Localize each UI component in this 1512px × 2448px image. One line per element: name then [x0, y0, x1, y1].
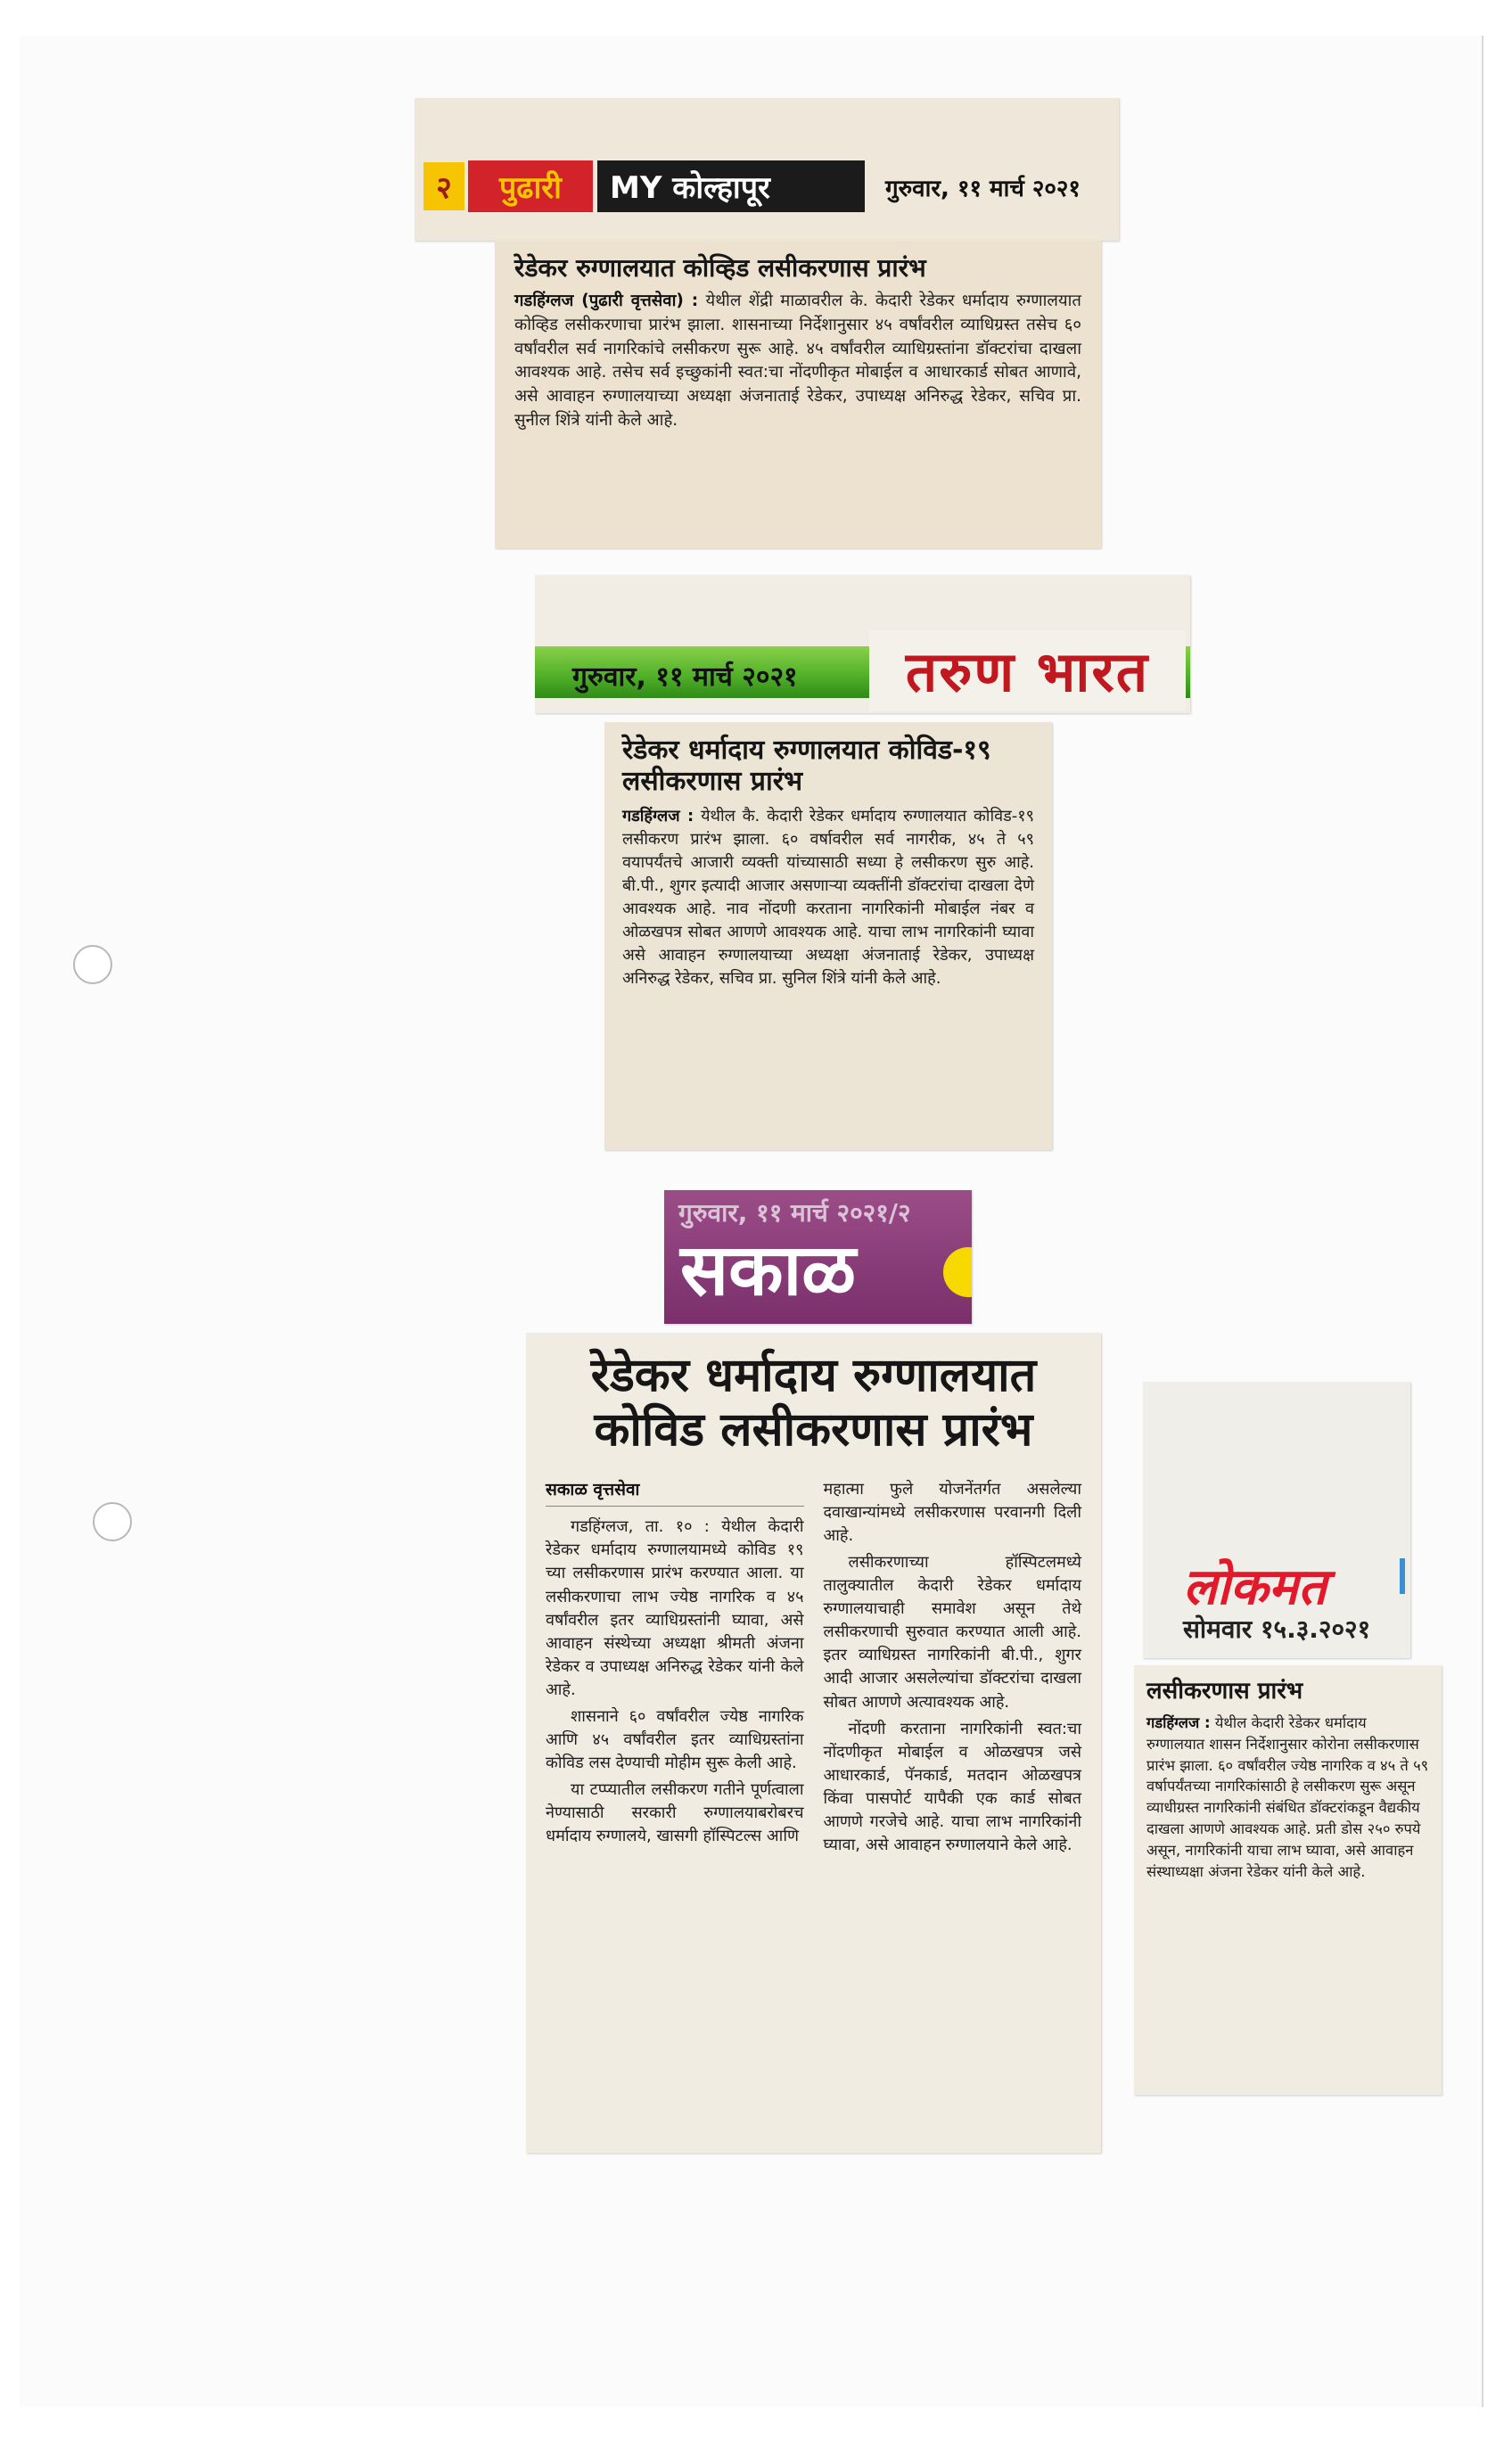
lokmat-date: सोमवार १५.३.२०२१ [1183, 1614, 1371, 1644]
sakal-headline-line1: रेडेकर धर्मादाय रुग्णालयात [590, 1349, 1037, 1402]
pudhari-masthead [415, 98, 1119, 241]
sakal-headline-line2: कोविड लसीकरणास प्रारंभ [594, 1403, 1033, 1458]
punch-hole-top [73, 945, 112, 984]
sakal-column-2 [824, 1478, 1082, 1861]
pudhari-icon: २ [423, 162, 464, 210]
sakal-column-1 [546, 1478, 804, 1861]
tarun-bharat-logo: तरुण भारत [869, 630, 1186, 711]
lokmat-accent-bar [1400, 1558, 1405, 1594]
lokmat-masthead [1143, 1382, 1410, 1658]
tarun-bharat-article [604, 722, 1052, 1150]
tarun-bharat-masthead [535, 575, 1190, 713]
sakal-date: गुरुवार, ११ मार्च २०२१/२ [678, 1198, 911, 1228]
lokmat-dateline: गडहिंग्लज : [1146, 1713, 1211, 1731]
sakal-article [526, 1333, 1101, 2153]
sakal-paragraph: गडहिंग्लज, ता. १० : येथील केदारी रेडेकर धर्मादाय रुग्णालयामध्ये कोविड १९ च्या लसीकरणास प्रारंभ करण्यात आला. या लसीकरणाचा लाभ ज्येष्ठ नागरिक व ४५ वर्षांवरील इतर व्याधिग्रस्तांनी घ्यावा, असे आवाहन संस्थेच्या अध्यक्षा श्रीमती अंजना रेडेकर व उपाध्यक्ष अनिरुद्ध रेडेकर यांनी केले आहे. [546, 1517, 804, 1699]
punch-hole-bottom [93, 1502, 132, 1541]
sakal-paragraph: या टप्प्यातील लसीकरण गतीने पूर्णत्वाला नेण्यासाठी सरकारी रुग्णालयाबरोबरच धर्मादाय रुग्णालये, खासगी हॉस्पिटल्स आणि [546, 1780, 804, 1846]
lokmat-body-text: येथील केदारी रेडेकर धर्मादाय रुग्णालयात शासन निर्देशानुसार कोरोना लसीकरणास प्रारंभ झाला. ६० वर्षांवरील ज्येष्ठ नागरिक व ४५ ते ५९ वर्षापर्यंतच्या नागरिकांसाठी हे लसीकरण सुरू असून व्याधीग्रस्त नागरिकांनी संबंधित डॉक्टरांकडून वैद्यकीय दाखला आणणे आवश्यक आहे. प्रती डोस २५० रुपये असून, नागरिकांनी याचा लाभ घ्यावा, असे आवाहन संस्थाध्यक्षा अंजना रेडेकर यांनी केले आहे. [1146, 1713, 1429, 1881]
tarun-bharat-date: गुरुवार, ११ मार्च २०२१ [572, 661, 798, 693]
tarun-bharat-headline: रेडेकर धर्मादाय रुग्णालयात कोविड-१९ लसीकरणास प्रारंभ [622, 735, 991, 798]
sakal-sun-icon [943, 1247, 972, 1297]
pudhari-body [514, 290, 1081, 433]
sakal-byline: सकाळ वृत्तसेवा [546, 1478, 804, 1507]
lokmat-article [1134, 1665, 1442, 2095]
pudhari-article [495, 241, 1101, 548]
sakal-paragraph: लसीकरणाच्या हॉस्पिटलमध्ये तालुक्यातील केदारी रेडेकर धर्मादाय रुग्णालयाचाही समावेश असून तेथे लसीकरणाची सुरुवात करण्यात आली आहे. इतर व्याधिग्रस्त नागरिकांनी बी.पी., शुगर आदी आजार असलेल्यांचा डॉक्टरांचा दाखला सोबत आणणे अत्यावश्यक आहे. [823, 1553, 1081, 1712]
tarun-bharat-body [622, 805, 1034, 991]
pudhari-headline: रेडेकर रुग्णालयात कोव्हिड लसीकरणास प्रारंभ [514, 253, 926, 283]
lokmat-body [1146, 1713, 1429, 1883]
sakal-headline [546, 1349, 1081, 1458]
pudhari-date: गुरुवार, ११ मार्च २०२१ [885, 176, 1081, 202]
tarun-bharat-body-text: येथील कै. केदारी रेडेकर धर्मादाय रुग्णालयात कोविड-१९ लसीकरण प्रारंभ झाला. ६० वर्षावरील सर्व नागरीक, ४५ ते ५९ वयापर्यंतचे आजारी व्यक्ती यांच्यासाठी सध्या हे लसीकरण सुरु आहे. बी.पी., शुगर इत्यादी आजार असणाऱ्या व्यक्तींनी डॉक्टरांचा दाखला देणे आवश्यक आहे. नाव नोंदणी करताना नागरिकांनी मोबाईल नंबर व ओळखपत्र सोबत आणणे आवश्यक आहे. याचा लाभ नागरिकांनी घ्यावा असे आवाहन रुग्णालयाच्या अध्यक्षा अंजनाताई रेडेकर, उपाध्यक्ष अनिरुद्ध रेडेकर, सचिव प्रा. सुनिल शिंत्रे यांनी केले आहे. [622, 806, 1034, 989]
sakal-paragraph: नोंदणी करताना नागरिकांनी स्वत:चा नोंदणीकृत मोबाईल व ओळखपत्र जसे आधारकार्ड, पॅनकार्ड, मतदान ओळखपत्र किंवा पासपोर्ट यापैकी एक कार्ड सोबत आणणे गरजेचे आहे. याचा लाभ नागरिकांनी घ्यावा, असे आवाहन रुग्णालयाने केले आहे. [823, 1719, 1081, 1855]
pudhari-body-text: येथील शेंद्री माळावरील के. केदारी रेडेकर धर्मादाय रुग्णालयात कोव्हिड लसीकरणाचा प्रारंभ झाला. शासनाच्या निर्देशानुसार ४५ वर्षांवरील व्याधिग्रस्त तसेच ६० वर्षांवरील सर्व नागरिकांचे लसीकरण सुरू आहे. ४५ वर्षांवरील व्याधिग्रस्तांना डॉक्टरांचा दाखला आवश्यक आहे. तसेच सर्व इच्छुकांनी स्वत:चा नोंदणीकृत मोबाईल व आधारकार्ड सोबत आणावे, असे आवाहन रुग्णालयाच्या अध्यक्षा अंजनाताई रेडेकर, उपाध्यक्ष अनिरुद्ध रेडेकर, सचिव प्रा. सुनील शिंत्रे यांनी केले आहे. [514, 292, 1081, 431]
pudhari-logo: पुढारी [468, 160, 593, 212]
pudhari-edition: MY कोल्हापूर [597, 160, 865, 212]
sakal-masthead [664, 1190, 972, 1324]
sakal-logo: सकाळ [680, 1228, 857, 1311]
pudhari-dateline: गडहिंग्लज (पुढारी वृत्तसेवा) : [514, 292, 699, 311]
sakal-paragraph: शासनाने ६० वर्षांवरील ज्येष्ठ नागरिक आणि ४५ वर्षांवरील इतर व्याधिग्रस्तांना कोविड लस देण्याची मोहीम सुरू केली आहे. [546, 1707, 804, 1773]
lokmat-logo: लोकमत [1183, 1558, 1327, 1616]
lokmat-headline: लसीकरणास प्रारंभ [1146, 1678, 1303, 1705]
tarun-bharat-dateline: गडहिंग्लज : [622, 806, 694, 826]
sakal-paragraph: महात्मा फुले योजनेंतर्गत असलेल्या दवाखान्यांमध्ये लसीकरणास परवानगी दिली आहे. [823, 1479, 1081, 1545]
